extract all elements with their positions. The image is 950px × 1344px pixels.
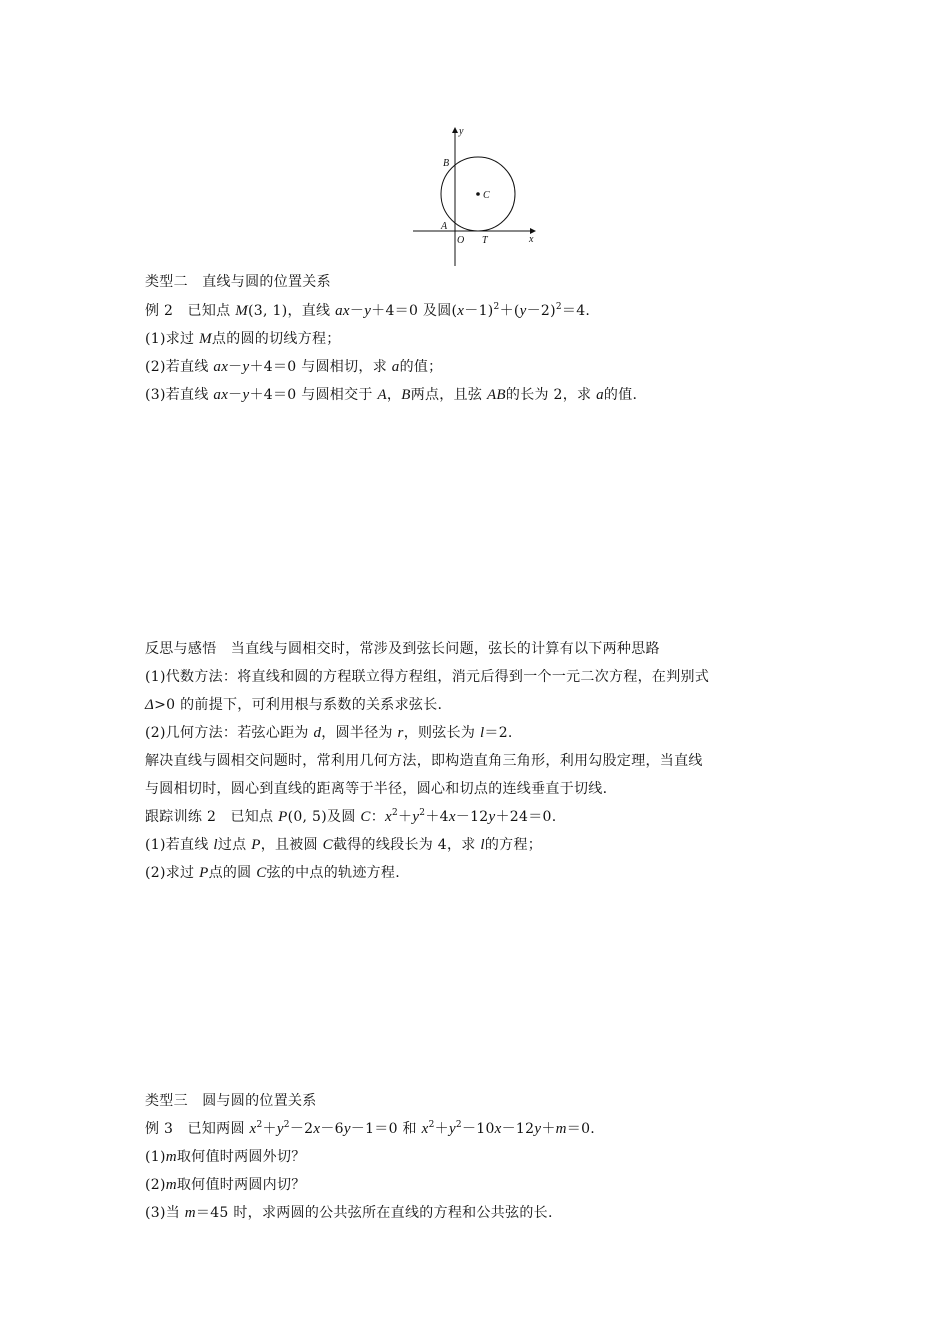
training2-question-2: (2)求过 P点的圆 C弦的中点的轨迹方程.	[145, 865, 400, 881]
reflection-line-1: 反思与感悟 当直线与圆相交时，常涉及到弦长问题，弦长的计算有以下两种思路	[145, 641, 660, 657]
training2-question-1: (1)若直线 l过点 P，且被圆 C截得的线段长为 4，求 l的方程；	[145, 837, 543, 853]
example3-question-3: (3)当 m＝45 时，求两圆的公共弦所在直线的方程和公共弦的长.	[145, 1205, 553, 1221]
center-point	[476, 192, 480, 196]
example3-question-2: (2)m取何值时两圆内切？	[145, 1177, 306, 1193]
example3-question-1: (1)m取何值时两圆外切？	[145, 1149, 306, 1165]
reflection-line-3: Δ>0 的前提下，可利用根与系数的关系求弦长.	[145, 697, 443, 713]
label-y: y	[459, 126, 464, 137]
example3-statement: 例 3 已知两圆 $x^2+y^2-2x-6y-1=0$ 和 $x^2+y^2-10x-12y+m=0$.	[145, 1120, 596, 1137]
example2-question-1: (1)求过 M点的圆的切线方程；	[145, 331, 341, 347]
label-c: C	[483, 190, 490, 201]
label-x: x	[529, 234, 534, 245]
circle-figure	[405, 122, 545, 270]
label-b: B	[443, 158, 450, 169]
reflection-line-4: (2)几何方法：若弦心距为 d，圆半径为 r，则弦长为 l＝2.	[145, 725, 513, 741]
section2-heading: 类型二 直线与圆的位置关系	[145, 274, 331, 290]
circle-diagram	[405, 122, 545, 270]
label-o: O	[457, 235, 465, 246]
reflection-line-6: 与圆相切时，圆心到直线的距离等于半径，圆心和切点的连线垂直于切线.	[145, 781, 608, 797]
example2-question-2: (2)若直线 ax－y＋4＝0 与圆相切，求 a的值；	[145, 359, 443, 375]
reflection-line-5: 解决直线与圆相交问题时，常利用几何方法，即构造直角三角形，利用勾股定理，当直线	[145, 753, 703, 769]
training2-statement: 跟踪训练 2 已知点 P(0, 5)及圆 C：$x^2+y^2+4x-12y+24=0$.	[145, 808, 557, 825]
label-t: T	[482, 235, 488, 246]
example2-question-3: (3)若直线 ax－y＋4＝0 与圆相交于 A，B两点，且弦 AB的长为 2，求 a的值.	[145, 387, 638, 403]
reflection-line-2: (1)代数方法：将直线和圆的方程联立得方程组，消元后得到一个一元二次方程，在判别式	[145, 669, 710, 685]
section3-heading: 类型三 圆与圆的位置关系	[145, 1093, 317, 1109]
label-a: A	[441, 221, 448, 232]
example2-statement: 例 2 已知点 M(3, 1)，直线 ax－y＋4＝0 及圆$(x-1)^2+(y-2)^2=4$.	[145, 302, 591, 319]
